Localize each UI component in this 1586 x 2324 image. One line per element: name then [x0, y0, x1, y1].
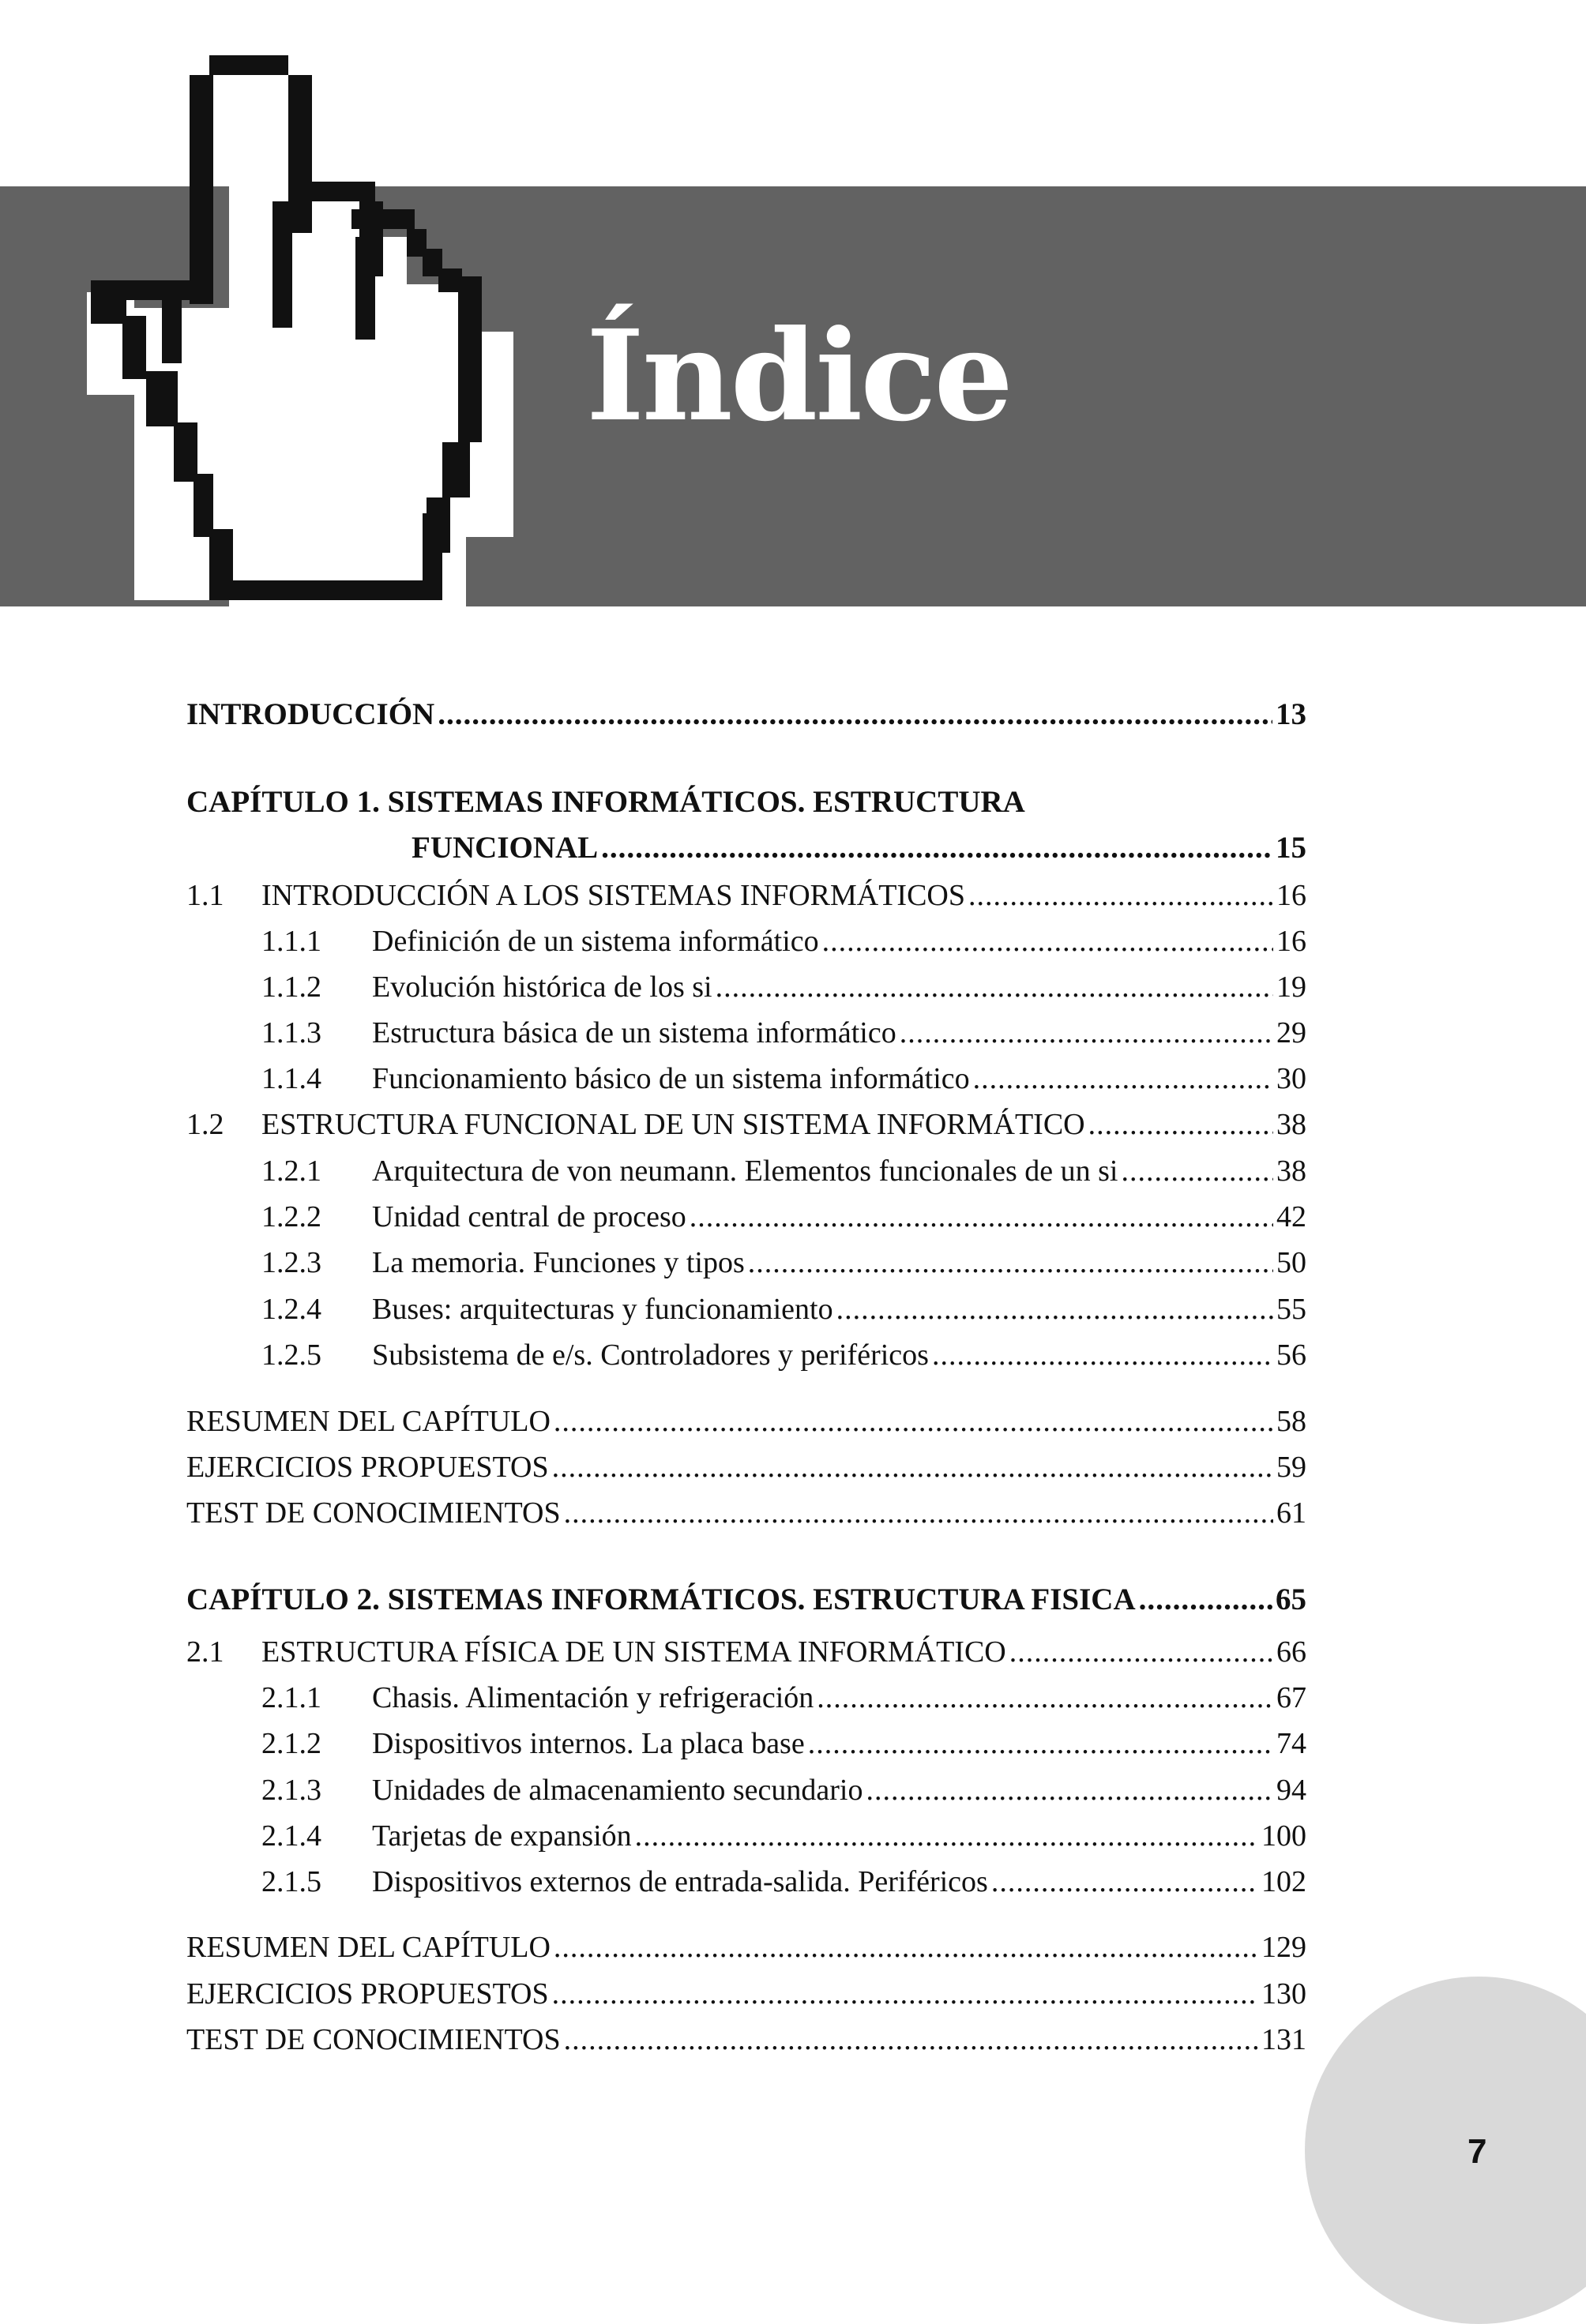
toc-entry-label: INTRODUCCIÓN: [186, 697, 435, 731]
toc-entry-label: Unidades de almacenamiento secundario: [372, 1774, 863, 1807]
dot-leader: [822, 919, 1273, 963]
toc-entry-label: Evolución histórica de los si: [372, 971, 712, 1004]
toc-page-number: 15: [1276, 831, 1306, 865]
section-number: 1.2.3: [261, 1246, 321, 1279]
section-number: 1.1.4: [261, 1062, 321, 1095]
toc-entry-label: FUNCIONAL: [412, 831, 599, 865]
toc-page-number: 16: [1276, 879, 1306, 912]
dot-leader: [1139, 1578, 1272, 1622]
toc-page-number: 38: [1276, 1108, 1306, 1141]
toc-entry-label: Funcionamiento básico de un sistema informático: [372, 1062, 970, 1095]
toc-entry-label: TEST DE CONOCIMIENTOS: [186, 1496, 561, 1530]
toc-entry-label: Dispositivos externos de entrada-salida. Periféricos: [372, 1865, 988, 1898]
toc-subsection-1-2-5[interactable]: [186, 1333, 1306, 1377]
toc-subsection-1-1-3[interactable]: [186, 1011, 1306, 1055]
toc-entry-label: RESUMEN DEL CAPÍTULO: [186, 1931, 551, 1964]
toc-entry-label: La memoria. Funciones y tipos: [372, 1246, 745, 1279]
section-number: 1.1: [186, 879, 224, 912]
section-number: 1.2.5: [261, 1338, 321, 1372]
section-number: 2.1.5: [261, 1865, 321, 1898]
dot-leader: [552, 1445, 1273, 1489]
toc-page-number: 50: [1276, 1246, 1306, 1279]
toc-subsection-2-1-4[interactable]: [186, 1814, 1306, 1858]
toc-entry-label: ESTRUCTURA FÍSICA DE UN SISTEMA INFORMÁTICO: [261, 1635, 1006, 1669]
pointing-hand-cursor-icon: [87, 55, 521, 608]
dot-leader: [836, 1287, 1273, 1331]
section-number: 1.2.2: [261, 1200, 321, 1233]
toc-entry-resumen-2[interactable]: [186, 1925, 1306, 1969]
dot-leader: [690, 1195, 1273, 1239]
toc-page-number: 13: [1276, 697, 1306, 731]
toc-entry-chapter-2[interactable]: [186, 1578, 1306, 1622]
dot-leader: [817, 1676, 1273, 1720]
toc-entry-test-1[interactable]: [186, 1491, 1306, 1535]
toc-page-number: 42: [1276, 1200, 1306, 1233]
dot-leader: [438, 693, 1272, 737]
dot-leader: [635, 1814, 1258, 1858]
toc-page-number: 29: [1276, 1016, 1306, 1049]
section-number: 1.1.3: [261, 1016, 321, 1049]
toc-page-number: 94: [1276, 1774, 1306, 1807]
toc-entry-label: Estructura básica de un sistema informático: [372, 1016, 896, 1049]
section-number: 1.2.4: [261, 1293, 321, 1326]
toc-page-number: 58: [1276, 1405, 1306, 1438]
toc-entry-label: Chasis. Alimentación y refrigeración: [372, 1681, 814, 1714]
page-number: 7: [1468, 2132, 1487, 2171]
toc-page-number: 130: [1261, 1977, 1306, 2011]
toc-entry-resumen-1[interactable]: [186, 1399, 1306, 1444]
dot-leader: [808, 1721, 1273, 1766]
toc-page-number: 16: [1276, 925, 1306, 958]
toc-page-number: 100: [1261, 1819, 1306, 1853]
toc-page-number: 66: [1276, 1635, 1306, 1669]
dot-leader: [991, 1860, 1258, 1904]
toc-subsection-2-1-1[interactable]: [186, 1676, 1306, 1720]
page-number-circle: [1305, 1977, 1586, 2324]
dot-leader: [1009, 1630, 1273, 1674]
toc-subsection-1-2-4[interactable]: [186, 1287, 1306, 1331]
dot-leader: [932, 1333, 1273, 1377]
section-number: 2.1: [186, 1635, 224, 1669]
toc-subsection-2-1-3[interactable]: [186, 1768, 1306, 1812]
toc-entry-label: TEST DE CONOCIMIENTOS: [186, 2023, 561, 2056]
section-number: 2.1.3: [261, 1774, 321, 1807]
toc-entry-label: Dispositivos internos. La placa base: [372, 1727, 805, 1760]
toc-entry-label: Buses: arquitecturas y funcionamiento: [372, 1293, 833, 1326]
section-number: 1.1.1: [261, 925, 321, 958]
toc-page-number: 61: [1276, 1496, 1306, 1530]
toc-page-number: 55: [1276, 1293, 1306, 1326]
page-title: Índice: [586, 303, 1012, 449]
toc-entry-label: Subsistema de e/s. Controladores y periféricos: [372, 1338, 929, 1372]
toc-entry-label: ESTRUCTURA FUNCIONAL DE UN SISTEMA INFORMÁTICO: [261, 1108, 1085, 1141]
toc-entry-label: EJERCICIOS PROPUESTOS: [186, 1451, 549, 1484]
toc-page-number: 102: [1261, 1865, 1306, 1898]
toc-entry-label: RESUMEN DEL CAPÍTULO: [186, 1405, 551, 1438]
toc-page-number: 65: [1276, 1582, 1306, 1616]
chapter-1-title[interactable]: CAPÍTULO 1. SISTEMAS INFORMÁTICOS. ESTRUCTURA: [186, 785, 1025, 819]
dot-leader: [554, 1925, 1258, 1969]
dot-leader: [552, 1972, 1258, 2016]
toc-subsection-1-1-4[interactable]: [186, 1057, 1306, 1101]
toc-entry-test-2[interactable]: [186, 2018, 1306, 2062]
dot-leader: [1088, 1102, 1273, 1147]
toc-page-number: 38: [1276, 1154, 1306, 1188]
toc-subsection-2-1-5[interactable]: [186, 1860, 1306, 1904]
toc-section-1-1[interactable]: [186, 873, 1306, 918]
dot-leader: [1121, 1149, 1273, 1193]
toc-subsection-1-1-1[interactable]: [186, 919, 1306, 963]
dot-leader: [564, 1491, 1273, 1535]
toc-subsection-1-2-1[interactable]: [186, 1149, 1306, 1193]
dot-leader: [716, 965, 1273, 1009]
dot-leader: [968, 873, 1273, 918]
section-number: 2.1.1: [261, 1681, 321, 1714]
toc-entry-label: Unidad central de proceso: [372, 1200, 686, 1233]
toc-page-number: 30: [1276, 1062, 1306, 1095]
toc-entry-label: Arquitectura de von neumann. Elementos funcionales de un si: [372, 1154, 1118, 1188]
toc-entry-label: Tarjetas de expansión: [372, 1819, 632, 1853]
dot-leader: [554, 1399, 1273, 1444]
section-number: 1.2: [186, 1108, 224, 1141]
dot-leader: [900, 1011, 1273, 1055]
toc-entry-chapter-1[interactable]: [186, 826, 1306, 870]
toc-entry-ejercicios-1[interactable]: [186, 1445, 1306, 1489]
dot-leader: [601, 826, 1272, 870]
toc-entry-ejercicios-2[interactable]: [186, 1972, 1306, 2016]
toc-entry-label: CAPÍTULO 2. SISTEMAS INFORMÁTICOS. ESTRUCTURA FISICA: [186, 1582, 1136, 1616]
dot-leader: [973, 1057, 1273, 1101]
toc-page-number: 59: [1276, 1451, 1306, 1484]
toc-entry-introduccion[interactable]: [186, 693, 1306, 737]
toc-section-2-1[interactable]: [186, 1630, 1306, 1674]
toc-entry-label: INTRODUCCIÓN A LOS SISTEMAS INFORMÁTICOS: [261, 879, 965, 912]
toc-subsection-1-2-3[interactable]: [186, 1241, 1306, 1285]
section-number: 1.1.2: [261, 971, 321, 1004]
toc-page-number: 67: [1276, 1681, 1306, 1714]
toc-subsection-1-1-2[interactable]: [186, 965, 1306, 1009]
toc-page-number: 19: [1276, 971, 1306, 1004]
toc-page-number: 129: [1261, 1931, 1306, 1964]
toc-entry-label: Definición de un sistema informático: [372, 925, 819, 958]
section-number: 2.1.2: [261, 1727, 321, 1760]
toc-page-number: 74: [1276, 1727, 1306, 1760]
toc-section-1-2[interactable]: [186, 1102, 1306, 1147]
toc-page-number: 56: [1276, 1338, 1306, 1372]
dot-leader: [748, 1241, 1273, 1285]
dot-leader: [564, 2018, 1258, 2062]
toc-page-number: 131: [1261, 2023, 1306, 2056]
dot-leader: [866, 1768, 1273, 1812]
section-number: 2.1.4: [261, 1819, 321, 1853]
toc-subsection-1-2-2[interactable]: [186, 1195, 1306, 1239]
section-number: 1.2.1: [261, 1154, 321, 1188]
toc-entry-label: EJERCICIOS PROPUESTOS: [186, 1977, 549, 2011]
toc-subsection-2-1-2[interactable]: [186, 1721, 1306, 1766]
